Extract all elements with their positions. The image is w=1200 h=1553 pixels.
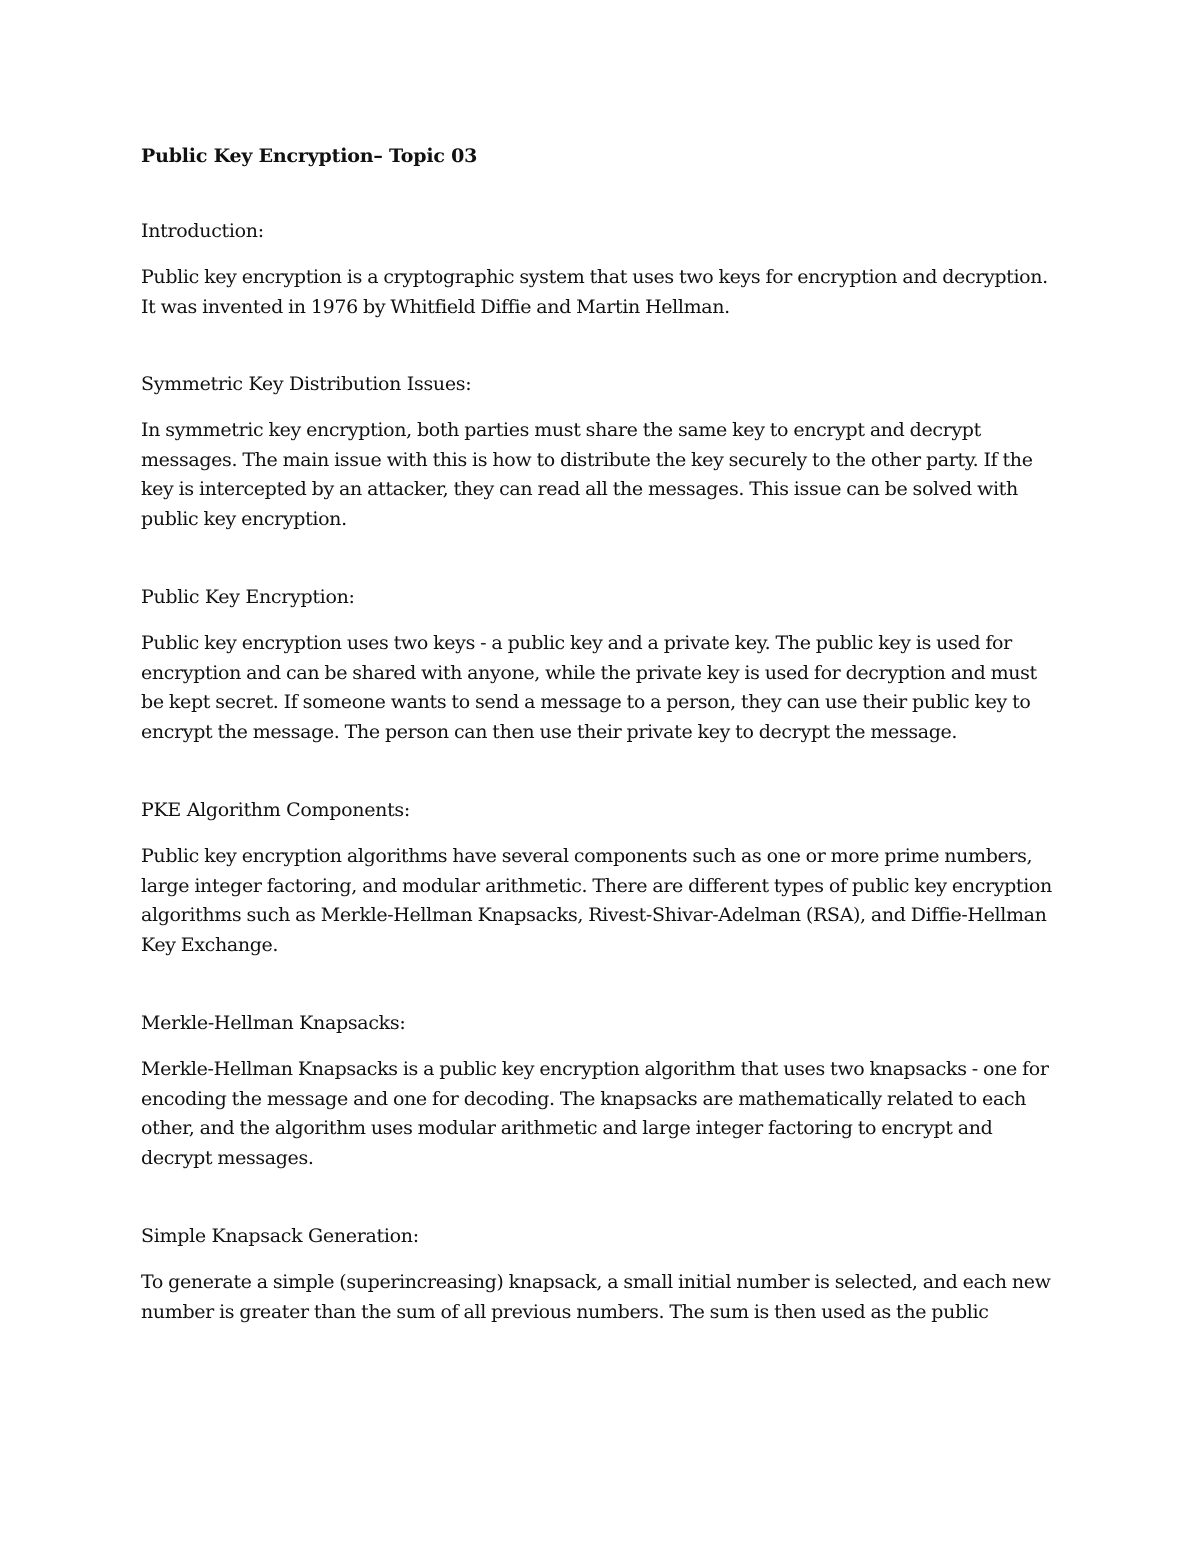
section-heading: Merkle-Hellman Knapsacks: [141,1012,406,1034]
section-paragraph: Merkle-Hellman Knapsacks is a public key encryption algorithm that uses two knapsacks - one for encoding the message and one for decoding. The knapsacks are mathematically related to each other, and the algorithm uses modular arithmetic and large integer factoring to encrypt and decrypt messages. [141,1058,1049,1169]
section-paragraph: To generate a simple (superincreasing) knapsack, a small initial number is selected, and each new number is greater than the sum of all previous numbers. The sum is then used as the public [141,1271,1051,1323]
section-paragraph: In symmetric key encryption, both parties must share the same key to encrypt and decrypt messages. The main issue with this is how to distribute the key securely to the other party. If the key is intercepted by an attacker, they can read all the messages. This issue can be solved with public key encryption. [141,419,1033,530]
section-spacer [141,960,1061,1008]
section-spacer [141,747,1061,795]
section-simple-knapsack-generation [141,1221,1061,1327]
document-title: Public Key Encryption– Topic 03 [141,145,478,167]
section-paragraph: Public key encryption is a cryptographic system that uses two keys for encryption and decryption. It was invented in 1976 by Whitfield Diffie and Martin Hellman. [141,266,1048,318]
section-pke-algorithm-components [141,795,1061,960]
section-heading: Public Key Encryption: [141,586,355,608]
section-symmetric-key-distribution [141,369,1061,534]
section-introduction [141,216,1061,322]
section-heading: Symmetric Key Distribution Issues: [141,373,472,395]
section-spacer [141,534,1061,582]
section-merkle-hellman-knapsacks [141,1008,1061,1173]
section-heading: Simple Knapsack Generation: [141,1225,419,1247]
section-spacer [141,322,1061,369]
document-content [141,141,1061,1327]
section-paragraph: Public key encryption algorithms have several components such as one or more prime numbers, large integer factoring, and modular arithmetic. There are different types of public key encryption algorithms such as Merkle-Hellman Knapsacks, Rivest-Shivar-Adelman (RSA), and Diffie-Hellman Key Exchange. [141,845,1052,956]
section-public-key-encryption [141,582,1061,747]
section-heading: Introduction: [141,220,264,242]
section-spacer [141,1173,1061,1221]
section-paragraph: Public key encryption uses two keys - a public key and a private key. The public key is used for encryption and can be shared with anyone, while the private key is used for decryption and must be kept secret. If someone wants to send a message to a person, they can use their public key to encrypt the message. The person can then use their private key to decrypt the message. [141,632,1037,743]
section-heading: PKE Algorithm Components: [141,799,410,821]
